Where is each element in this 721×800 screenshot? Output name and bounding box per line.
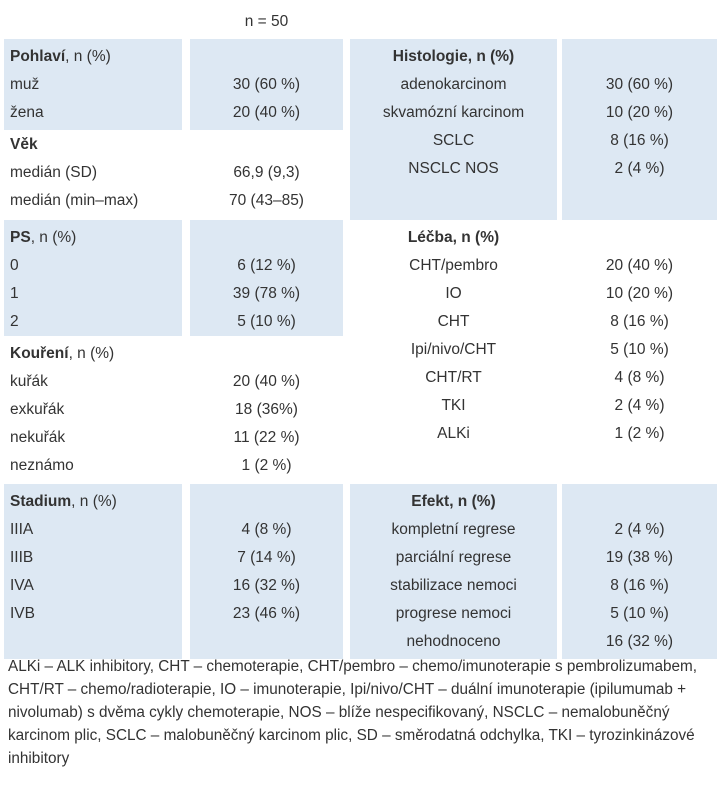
row-value: 10 (20 %): [605, 285, 674, 302]
section-heading-title: Kouření: [10, 345, 69, 362]
section-heading: Léčba, n (%): [407, 229, 500, 246]
row-value: 4 (8 %): [614, 369, 665, 386]
row-value: 20 (40 %): [605, 257, 674, 274]
row-value: 5 (10 %): [610, 605, 669, 622]
row-label: žena: [10, 104, 44, 121]
row-value: 18 (36%): [235, 401, 298, 418]
row-label: 0: [10, 257, 19, 274]
row-label: 2: [10, 313, 19, 330]
section-heading-title: Věk: [10, 136, 38, 153]
row-label: neznámo: [10, 457, 74, 474]
row-label: adenokarcinom: [400, 76, 507, 93]
row-value: 4 (8 %): [241, 521, 292, 538]
row-value: 30 (60 %): [605, 76, 674, 93]
row-value: 2 (4 %): [614, 521, 665, 538]
row-value: 70 (43–85): [229, 192, 304, 209]
row-value: 11 (22 %): [233, 429, 300, 446]
row-label: Ipi/nivo/CHT: [410, 341, 497, 358]
row-label: NSCLC NOS: [408, 160, 499, 177]
row-value: 5 (10 %): [237, 313, 296, 330]
row-value: 30 (60 %): [232, 76, 301, 93]
row-label: TKI: [441, 397, 466, 414]
row-value: 20 (40 %): [232, 373, 301, 390]
row-value: 1 (2 %): [614, 425, 665, 442]
row-value: 66,9 (9,3): [233, 164, 300, 181]
row-label: skvamózní karcinom: [382, 104, 525, 121]
row-value: 16 (32 %): [605, 633, 674, 650]
section-heading-title: Pohlaví: [10, 48, 66, 65]
section-heading-unit: , n (%): [30, 229, 77, 246]
n-label: n = 50: [244, 13, 289, 30]
row-value: 39 (78 %): [232, 285, 301, 302]
row-label: CHT/pembro: [409, 257, 498, 274]
row-value: 10 (20 %): [605, 104, 674, 121]
row-label: ALKi: [437, 425, 470, 442]
row-label: IIIA: [10, 521, 34, 538]
row-label: muž: [10, 76, 40, 93]
section-heading-unit: , n (%): [71, 493, 117, 510]
row-value: 8 (16 %): [610, 313, 669, 330]
section-heading-title: Stadium: [10, 493, 72, 510]
row-label: IVB: [10, 605, 35, 622]
section-heading-unit: , n (%): [65, 48, 111, 65]
footnote: ALKi – ALK inhibitory, CHT – chemoterapie, CHT/pembro – chemo/imunoterapie s pembrolizumabem, CHT/RT – chemo/radioterapie, IO – imunoterapie, Ipi/nivo/CHT – duální imunoterapie (ipilumumab + nivolumab) s dvěma cykly chemoterapie, NOS – blíže nespecifikovaný, NSCLC – nemalobuněčný karcinom plic, SCLC – malobuněčný karcinom plic, SD – směrodatná odchylka, TKI – tyrozinkinázové inhibitory: [8, 658, 697, 767]
section-heading-unit: , n (%): [68, 345, 115, 362]
row-label: IVA: [10, 577, 34, 594]
row-value: 6 (12 %): [237, 257, 296, 274]
row-label: IO: [445, 285, 462, 302]
row-value: 8 (16 %): [610, 577, 669, 594]
row-label: nehodnoceno: [406, 633, 501, 650]
row-label: stabilizace nemoci: [390, 577, 517, 594]
row-label: medián (min–max): [10, 192, 139, 209]
section-heading: Histologie, n (%): [392, 48, 515, 65]
section-heading: Efekt, n (%): [411, 493, 496, 510]
row-label: medián (SD): [10, 164, 97, 181]
row-value: 7 (14 %): [237, 549, 296, 566]
section-heading-title: PS: [10, 229, 31, 246]
row-label: kompletní regrese: [391, 521, 516, 538]
row-value: 2 (4 %): [614, 397, 665, 414]
row-label: SCLC: [432, 132, 475, 149]
row-label: 1: [10, 285, 19, 302]
row-value: 8 (16 %): [610, 132, 669, 149]
section-heading: [10, 340, 114, 368]
section-heading: [10, 224, 76, 252]
row-value: 16 (32 %): [232, 577, 301, 594]
row-value: 2 (4 %): [614, 160, 665, 177]
row-label: CHT/RT: [425, 369, 482, 386]
row-value: 23 (46 %): [232, 605, 301, 622]
row-label: CHT: [437, 313, 470, 330]
row-label: parciální regrese: [395, 549, 512, 566]
row-label: kuřák: [10, 373, 48, 390]
row-label: exkuřák: [10, 401, 65, 418]
row-value: 5 (10 %): [610, 341, 669, 358]
row-label: IIIB: [10, 549, 34, 566]
section-heading: [10, 43, 111, 71]
row-label: progrese nemoci: [395, 605, 512, 622]
section-heading: [10, 131, 38, 159]
row-value: 1 (2 %): [241, 457, 292, 474]
section-heading: [10, 488, 117, 516]
row-label: nekuřák: [10, 429, 66, 446]
row-value: 20 (40 %): [232, 104, 301, 121]
row-value: 19 (38 %): [605, 549, 674, 566]
